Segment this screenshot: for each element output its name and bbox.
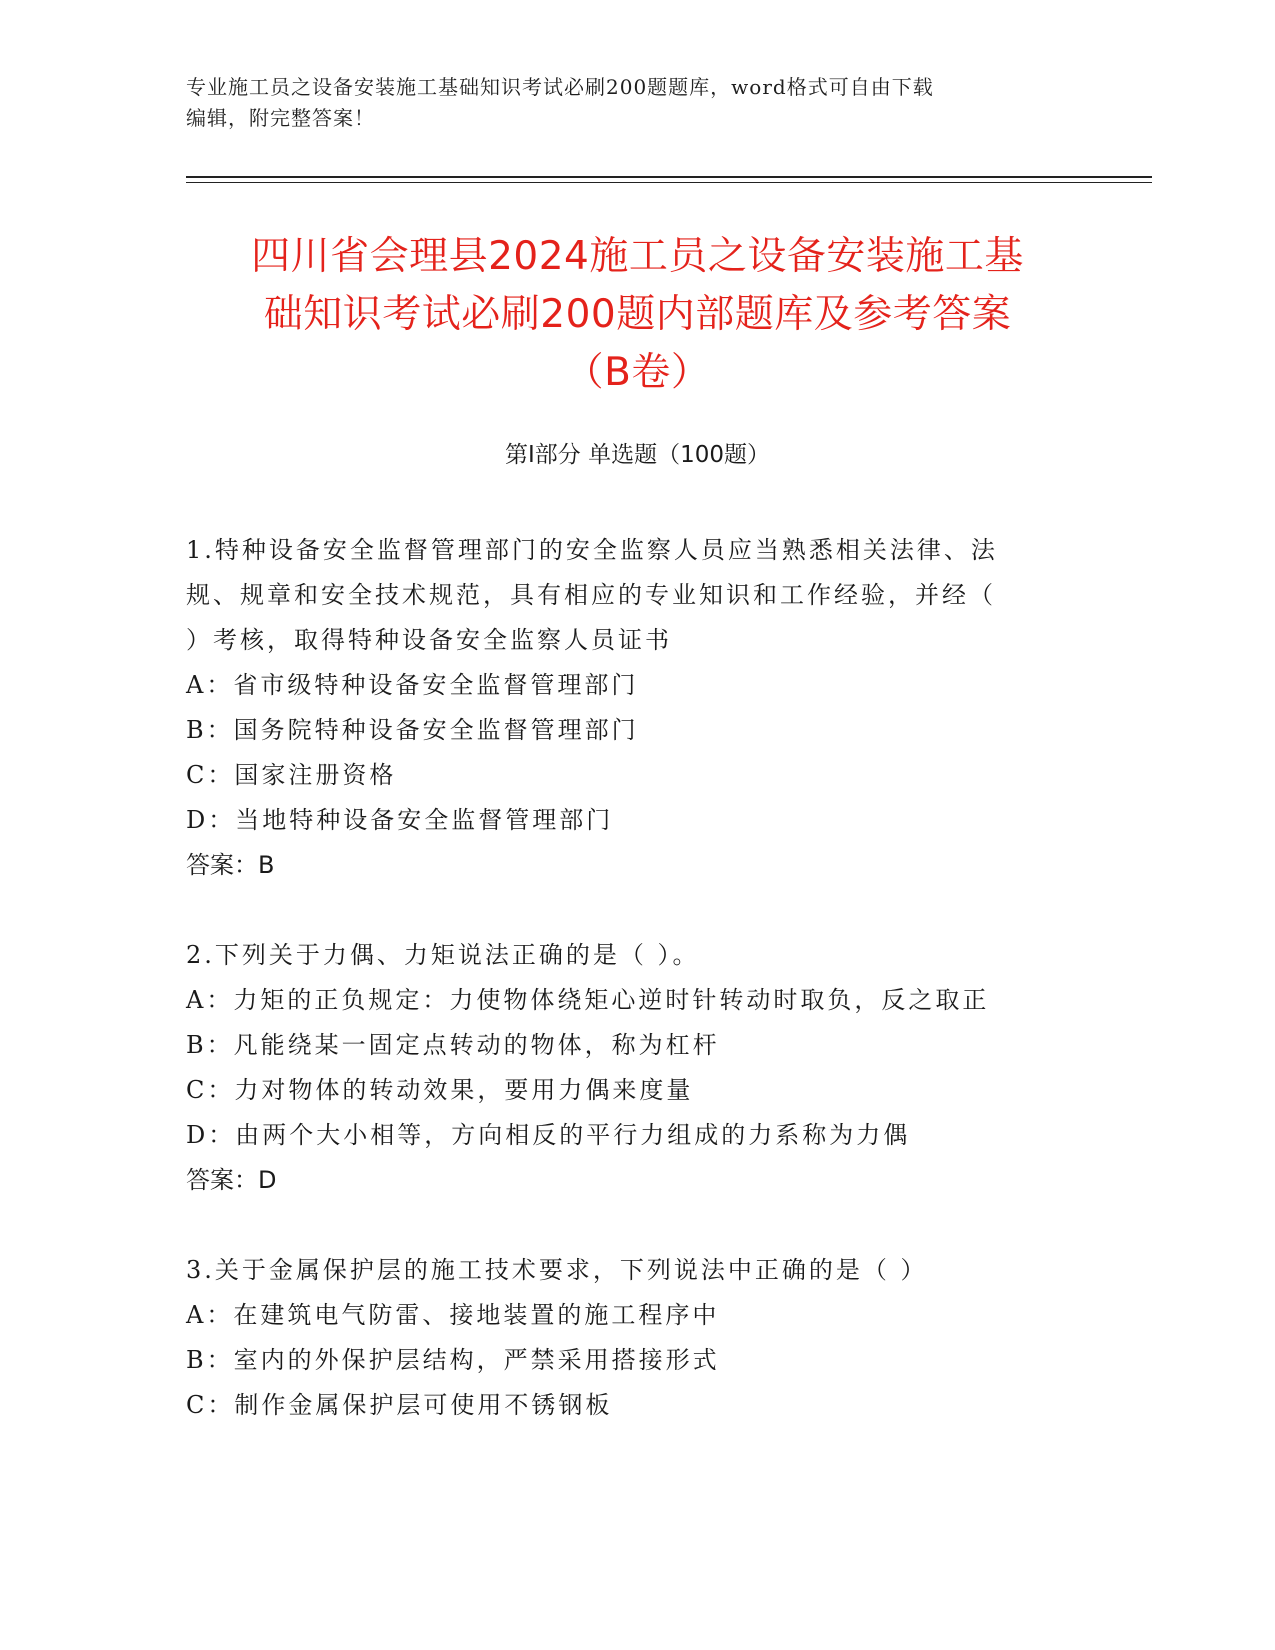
option-b: B：国务院特种设备安全监督管理部门 (186, 716, 639, 744)
title-line-1: 四川省会理县2024施工员之设备安装施工基 (251, 234, 1024, 279)
question-1 (186, 528, 1066, 888)
question-stem-line: ）考核，取得特种设备安全监察人员证书 (186, 626, 672, 654)
title-line-3: （B卷） (564, 350, 711, 395)
option-b: B：室内的外保护层结构，严禁采用搭接形式 (186, 1346, 720, 1374)
question-stem (186, 933, 1066, 978)
option-a: A：省市级特种设备安全监督管理部门 (186, 671, 639, 699)
question-stem (186, 528, 1066, 663)
option-d: D：由两个大小相等，方向相反的平行力组成的力系称为力偶 (186, 1121, 911, 1149)
question-stem-line: 1.特种设备安全监督管理部门的安全监察人员应当熟悉相关法律、法 (186, 536, 998, 564)
option-c: C：制作金属保护层可使用不锈钢板 (186, 1391, 613, 1419)
header-note-line-2: 编辑，附完整答案！ (186, 106, 375, 130)
option-a: A：在建筑电气防雷、接地装置的施工程序中 (186, 1301, 720, 1329)
document-title (160, 228, 1115, 402)
answer: 答案：B (186, 851, 275, 879)
question-list (186, 528, 1066, 1428)
question-stem (186, 1248, 1066, 1293)
option-d: D：当地特种设备安全监督管理部门 (186, 806, 614, 834)
header-note (186, 72, 1086, 134)
header-note-line-1: 专业施工员之设备安装施工基础知识考试必刷200题题库，word格式可自由下载 (186, 75, 934, 99)
question-2 (186, 933, 1066, 1203)
header-divider-thick (186, 176, 1152, 178)
answer: 答案：D (186, 1166, 277, 1194)
option-a: A：力矩的正负规定：力使物体绕矩心逆时针转动时取负，反之取正 (186, 986, 990, 1014)
title-line-2: 础知识考试必刷200题内部题库及参考答案 (263, 292, 1012, 337)
option-c: C：力对物体的转动效果，要用力偶来度量 (186, 1076, 694, 1104)
header-divider-thin (186, 182, 1152, 183)
question-stem-line: 规、规章和安全技术规范，具有相应的专业知识和工作经验，并经（ (186, 581, 996, 609)
question-stem-line: 3.关于金属保护层的施工技术要求，下列说法中正确的是（ ） (186, 1256, 928, 1284)
section-heading: 第Ⅰ部分 单选题（100题） (505, 442, 770, 468)
option-b: B：凡能绕某一固定点转动的物体，称为杠杆 (186, 1031, 720, 1059)
question-stem-line: 2.下列关于力偶、力矩说法正确的是（ ）。 (186, 941, 700, 969)
option-c: C：国家注册资格 (186, 761, 397, 789)
question-3 (186, 1248, 1066, 1428)
